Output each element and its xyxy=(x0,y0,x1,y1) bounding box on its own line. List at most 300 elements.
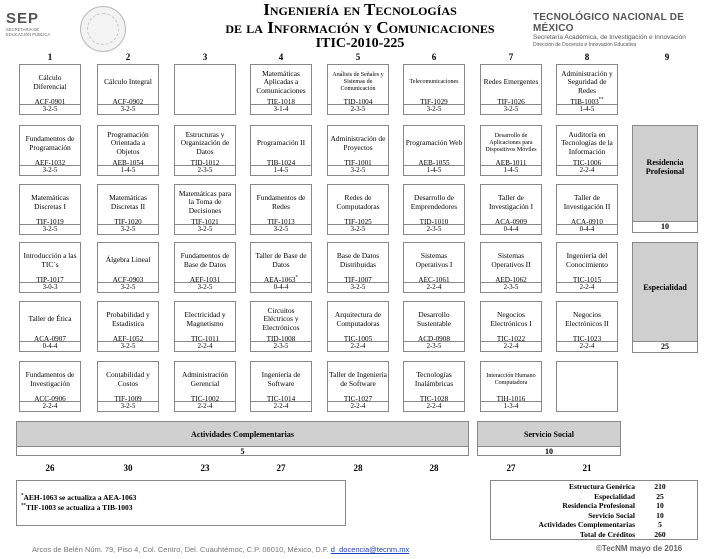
course-code-text: AEF-1031 xyxy=(189,276,221,284)
course-name xyxy=(99,304,157,335)
course-code-text: TIF-1009 xyxy=(114,395,142,403)
course-name-text: Matemáticas Aplicadas a Comunicaciones xyxy=(256,69,306,95)
course-credits: 1-3-4 xyxy=(481,401,541,411)
course-credits: 3-2-5 xyxy=(481,104,541,114)
semester-number: 2 xyxy=(125,52,131,62)
course-name xyxy=(329,187,387,218)
course-code-text: TIF-1021 xyxy=(191,218,219,226)
course-code-text: TIF-1026 xyxy=(497,98,525,106)
course-credits: 2-2-4 xyxy=(404,282,464,292)
course-code-text: TIC-1027 xyxy=(343,395,373,403)
course-name-text: Estructuras y Organización de Datos xyxy=(180,130,230,156)
especialidad-block xyxy=(632,242,698,353)
course-name-text: Taller de Investigación II xyxy=(563,193,611,211)
course-name-text: Programación II xyxy=(256,138,306,148)
course-code-text: TIB-1024 xyxy=(266,159,296,167)
course-code-text: TIC-1006 xyxy=(572,159,602,167)
course-name xyxy=(558,187,616,218)
course-name xyxy=(558,245,616,276)
course-code-text: AEB-1054 xyxy=(112,159,144,167)
course-name-text: Álgebra Lineal xyxy=(105,255,151,265)
course-code-text: TIC-1028 xyxy=(419,395,449,403)
course-name-text: Circuitos Eléctricos y Electrónicos xyxy=(262,306,300,332)
note-2-text: TIF-1003 se actualiza a TIB-1003 xyxy=(26,503,133,512)
course-credits: 0-4-4 xyxy=(481,224,541,234)
semester-number: 8 xyxy=(584,52,590,62)
course-code-text: AEF-1032 xyxy=(34,159,66,167)
note-1 xyxy=(21,493,136,502)
course-name xyxy=(21,128,79,159)
tecnm-logo xyxy=(533,12,713,49)
course-name-text: Telecomunicaciones xyxy=(409,79,459,85)
course-credits: 2-2-4 xyxy=(557,282,617,292)
course-name-text: Análisis de Señales y Sistemas de Comunicación xyxy=(332,72,384,92)
course-credits: 2-2-4 xyxy=(251,401,311,411)
course-cell xyxy=(403,184,465,235)
course-cell xyxy=(97,184,159,235)
course-code-text: TIP-1017 xyxy=(36,276,64,284)
course-name-text: Taller de Investigación I xyxy=(488,193,534,211)
course-cell xyxy=(174,361,236,412)
course-name-text: Programación Orientada a Objetos xyxy=(107,130,149,156)
course-code-text: AEF-1052 xyxy=(112,335,144,343)
course-cell xyxy=(327,184,389,235)
course-name-text: Redes de Computadoras xyxy=(336,193,380,211)
semester-credit-total: 26 xyxy=(45,463,55,473)
course-name xyxy=(482,245,540,276)
summary-label: Estructura Genérica xyxy=(568,482,635,491)
course-code-text: TIC-1015 xyxy=(572,276,602,284)
semester-number: 6 xyxy=(431,52,437,62)
summary-label: Servicio Social xyxy=(588,510,635,520)
course-cell xyxy=(19,125,81,176)
course-code-text: AEC-1061 xyxy=(418,276,450,284)
course-name-text: Taller de Ética xyxy=(28,314,72,324)
course-credits: 3-2-5 xyxy=(98,282,158,292)
especialidad-credits: 25 xyxy=(633,341,697,352)
course-name-text: Ingeniería de Software xyxy=(261,370,301,388)
summary-value: 10 xyxy=(656,510,664,520)
course-name xyxy=(252,67,310,98)
course-credits: 2-2-4 xyxy=(175,341,235,351)
course-cell xyxy=(250,242,312,293)
course-code-text: AED-1062 xyxy=(495,276,527,284)
servicio-social-credits: 10 xyxy=(477,446,621,456)
course-name xyxy=(176,304,234,335)
course-cell xyxy=(250,361,312,412)
course-code-text: TID-1008 xyxy=(266,335,296,343)
sep-logo xyxy=(6,10,66,46)
course-name xyxy=(482,128,540,159)
course-name xyxy=(176,245,234,276)
course-code-text: TIF-1007 xyxy=(344,276,372,284)
course-cell xyxy=(556,242,618,293)
servicio-social-bar xyxy=(477,421,621,447)
course-name-text: Administración y Seguridad de Redes xyxy=(561,69,613,95)
course-name xyxy=(176,187,234,218)
course-name-text: Introducción a las TIC´s xyxy=(23,251,77,269)
course-name xyxy=(252,128,310,159)
course-cell xyxy=(480,125,542,176)
course-cell xyxy=(480,361,542,412)
course-cell xyxy=(556,184,618,235)
course-code-text: AEB-1055 xyxy=(418,159,450,167)
summary-row xyxy=(491,501,699,510)
course-name-text: Sistemas Operativos I xyxy=(415,251,453,269)
course-name-text: Taller de Base de Datos xyxy=(255,251,307,269)
course-cell xyxy=(250,301,312,352)
summary-row xyxy=(491,492,699,501)
course-credits: 3-2-5 xyxy=(175,282,235,292)
course-name xyxy=(21,364,79,395)
course-cell xyxy=(97,64,159,115)
note-1-text: AEH-1063 se actualiza a AEA-1063 xyxy=(23,493,137,502)
course-name xyxy=(99,364,157,395)
course-cell xyxy=(174,242,236,293)
course-code-text: ACA-0909 xyxy=(495,218,527,226)
summary-label: Actividades Complementarias xyxy=(538,520,635,529)
course-name xyxy=(21,304,79,335)
residencia-profesional-credits: 10 xyxy=(633,221,697,232)
summary-row xyxy=(491,530,699,539)
course-code-text: TIF-1019 xyxy=(36,218,64,226)
course-code-text: ACF-0903 xyxy=(112,276,144,284)
notes-box xyxy=(16,480,346,526)
course-credits: 3-2-5 xyxy=(98,104,158,114)
course-cell xyxy=(19,184,81,235)
course-name xyxy=(405,304,463,335)
course-cell xyxy=(250,184,312,235)
servicio-social-label: Servicio Social xyxy=(524,430,574,439)
course-code-text: TIF-1001 xyxy=(344,159,372,167)
course-credits: 3-2-5 xyxy=(20,224,80,234)
footer-address-text: Arcos de Belén Núm. 79, Piso 4, Col. Centro, Del. Cuauhtémoc, C.P. 06010, México, D.F. xyxy=(32,545,329,554)
course-credits: 2-2-4 xyxy=(20,401,80,411)
course-cell xyxy=(327,125,389,176)
course-credits: 1-4-5 xyxy=(404,165,464,175)
course-code-text: TID-1010 xyxy=(419,218,449,226)
course-credits: 2-2-4 xyxy=(557,341,617,351)
course-code-text: TIF-1013 xyxy=(267,218,295,226)
course-cell xyxy=(327,361,389,412)
course-credits: 2-3-5 xyxy=(404,224,464,234)
course-name-text: Taller de Ingeniería de Software xyxy=(329,370,387,388)
actividades-complementarias-bar xyxy=(16,421,469,447)
course-name xyxy=(99,128,157,159)
course-name xyxy=(99,187,157,218)
course-name xyxy=(558,304,616,335)
course-credits: 3-2-5 xyxy=(98,341,158,351)
course-credits: 3-2-5 xyxy=(175,224,235,234)
course-credits: 2-2-4 xyxy=(328,341,388,351)
course-name xyxy=(558,128,616,159)
course-name-text: Arquitectura de Computadoras xyxy=(334,310,382,328)
course-code-text: ACC-0906 xyxy=(34,395,66,403)
summary-label: Especialidad xyxy=(594,491,635,501)
course-code-text: AEA-1063 xyxy=(263,276,296,284)
tecnm-secretaria: Secretaría Académica, de Investigación e Innovación xyxy=(533,34,686,41)
course-name xyxy=(405,67,463,98)
course-name-text: Interacción Humano Computadora xyxy=(486,372,536,386)
credit-summary xyxy=(490,480,698,540)
course-name-text: Redes Emergentes xyxy=(483,77,539,87)
course-credits: 0-4-4 xyxy=(20,341,80,351)
semester-number: 1 xyxy=(47,52,53,62)
course-name xyxy=(252,304,310,335)
empty-course-cell xyxy=(174,64,236,115)
course-credits: 1-4-5 xyxy=(481,165,541,175)
course-credits: 2-3-5 xyxy=(251,341,311,351)
course-name xyxy=(252,245,310,276)
course-credits: 3-2-5 xyxy=(20,165,80,175)
course-cell xyxy=(19,242,81,293)
course-name-text: Probabilidad y Estadística xyxy=(106,310,150,328)
empty-course-cell xyxy=(556,361,618,412)
course-credits: 2-3-5 xyxy=(328,104,388,114)
course-cell xyxy=(403,64,465,115)
course-name-text: Fundamentos de Base de Datos xyxy=(180,251,230,269)
summary-row xyxy=(491,511,699,520)
especialidad-label: Especialidad xyxy=(643,283,687,292)
course-name xyxy=(405,364,463,395)
course-credits: 3-2-5 xyxy=(20,104,80,114)
course-cell xyxy=(174,184,236,235)
tecnm-name: TECNOLÓGICO NACIONAL DE MÉXICO xyxy=(533,12,685,34)
course-cell xyxy=(403,125,465,176)
course-credits: 3-2-5 xyxy=(98,224,158,234)
course-name-text: Base de Datos Distribuidas xyxy=(336,251,380,269)
program-title-line1: Ingeniería en Tecnologías xyxy=(263,0,457,19)
course-cell xyxy=(327,64,389,115)
course-cell xyxy=(403,301,465,352)
course-name xyxy=(329,364,387,395)
course-cell xyxy=(174,125,236,176)
course-cell xyxy=(556,301,618,352)
course-name-text: Fundamentos de Redes xyxy=(256,193,306,211)
course-credits: 3-2-5 xyxy=(251,224,311,234)
course-name-text: Desarrollo de Aplicaciones para Dispositivos Móviles xyxy=(485,133,537,153)
semester-credit-total: 30 xyxy=(123,463,133,473)
course-name xyxy=(21,245,79,276)
course-code-footnote-mark: ** xyxy=(598,97,604,103)
course-name-text: Administración de Proyectos xyxy=(330,134,386,152)
course-code-text: TIB-1003 xyxy=(570,98,599,106)
course-credits: 0-4-4 xyxy=(251,282,311,292)
course-code-text: TIC-1005 xyxy=(343,335,373,343)
course-cell xyxy=(556,125,618,176)
course-cell xyxy=(480,301,542,352)
course-credits: 3-2-5 xyxy=(328,224,388,234)
course-credits: 2-3-5 xyxy=(481,282,541,292)
course-name xyxy=(482,304,540,335)
course-name xyxy=(482,187,540,218)
course-credits: 2-2-4 xyxy=(175,401,235,411)
course-cell xyxy=(19,64,81,115)
course-credits: 2-2-4 xyxy=(557,165,617,175)
course-credits: 1-4-5 xyxy=(557,104,617,114)
course-credits: 3-0-3 xyxy=(20,282,80,292)
course-name-text: Matemáticas para la Toma de Decisiones xyxy=(178,189,232,215)
course-cell xyxy=(480,64,542,115)
course-code-text: AEB-1011 xyxy=(495,159,527,167)
footer-email-link[interactable]: d_docencia@tecnm.mx xyxy=(330,545,410,554)
course-code-text: TIC-1014 xyxy=(266,395,296,403)
semester-credit-total: 28 xyxy=(429,463,439,473)
tecnm-direccion: Dirección de Docencia e Innovación Educativa xyxy=(533,42,637,48)
footer-address xyxy=(32,545,409,554)
course-cell xyxy=(97,125,159,176)
semester-number: 3 xyxy=(202,52,208,62)
sep-logo-sub1: SECRETARÍA DE xyxy=(6,27,40,32)
course-credits: 2-3-5 xyxy=(175,165,235,175)
course-name xyxy=(329,245,387,276)
course-credits: 1-4-5 xyxy=(98,165,158,175)
course-code-text: TIE-1018 xyxy=(267,98,295,106)
course-name xyxy=(482,67,540,98)
course-credits: 2-3-5 xyxy=(404,341,464,351)
course-cell xyxy=(97,242,159,293)
semester-credit-total: 27 xyxy=(506,463,516,473)
course-name xyxy=(405,128,463,159)
course-name-text: Tecnologías Inalámbricas xyxy=(414,370,454,388)
course-credits: 2-2-4 xyxy=(404,401,464,411)
course-name-text: Contabilidad y Costos xyxy=(106,370,150,388)
summary-row xyxy=(491,482,699,491)
program-key: ITIC-2010-225 xyxy=(315,36,405,51)
summary-label: Residencia Profesional xyxy=(562,501,635,510)
course-name-text: Negocios Electrónicos II xyxy=(565,310,609,328)
semester-number: 5 xyxy=(355,52,361,62)
course-code-text: TIC-1023 xyxy=(572,335,602,343)
course-code-text: ACA-0910 xyxy=(571,218,603,226)
note-2 xyxy=(21,503,133,512)
course-cell xyxy=(19,301,81,352)
course-name-text: Negocios Electrónicos I xyxy=(490,310,532,328)
course-cell xyxy=(403,361,465,412)
course-name xyxy=(329,128,387,159)
course-credits: 2-2-4 xyxy=(328,401,388,411)
course-name-text: Cálculo Integral xyxy=(104,77,152,87)
semester-number: 9 xyxy=(664,52,670,62)
program-title-line2: de la Información y Comunicaciones xyxy=(225,18,495,37)
course-code-text: TIF-1025 xyxy=(344,218,372,226)
semester-credit-total: 27 xyxy=(276,463,286,473)
course-name-text: Administración Gerencial xyxy=(182,370,228,388)
course-code-text: ACF-0902 xyxy=(112,98,144,106)
summary-value: 5 xyxy=(658,520,662,529)
summary-row xyxy=(491,520,699,529)
course-name xyxy=(99,67,157,98)
course-code-text: TIF-1029 xyxy=(420,98,448,106)
course-code-text: TIC-1011 xyxy=(190,335,220,343)
note-1-mark: * xyxy=(21,493,24,499)
course-code-text: TIH-1016 xyxy=(496,395,526,403)
course-name xyxy=(405,245,463,276)
course-name xyxy=(558,67,616,98)
course-cell xyxy=(403,242,465,293)
course-code-text: ACA-0907 xyxy=(34,335,66,343)
course-credits: 3-2-5 xyxy=(328,165,388,175)
course-name-text: Desarrollo de Emprendedores xyxy=(410,193,458,211)
course-cell xyxy=(480,242,542,293)
course-code-text: TID-1004 xyxy=(343,98,373,106)
residencia-profesional-block xyxy=(632,125,698,233)
course-cell xyxy=(97,361,159,412)
sep-logo-sub2: EDUCACIÓN PÚBLICA xyxy=(6,32,51,37)
summary-value: 260 xyxy=(654,529,666,539)
course-cell xyxy=(327,301,389,352)
course-name xyxy=(252,187,310,218)
course-name xyxy=(252,364,310,395)
course-cell xyxy=(174,301,236,352)
course-name xyxy=(482,364,540,395)
course-cell xyxy=(327,242,389,293)
course-name xyxy=(405,187,463,218)
summary-label: Total de Créditos xyxy=(579,529,635,539)
course-name xyxy=(329,304,387,335)
summary-value: 25 xyxy=(656,491,664,501)
semester-number: 4 xyxy=(278,52,284,62)
course-code-text: TID-1012 xyxy=(190,159,220,167)
course-name-text: Sistemas Operativos II xyxy=(491,251,531,269)
course-name xyxy=(21,187,79,218)
course-credits: 3-2-5 xyxy=(98,401,158,411)
footer-date: ©TecNM mayo de 2016 xyxy=(596,544,683,553)
course-cell xyxy=(556,64,618,115)
course-credits: 0-4-4 xyxy=(557,224,617,234)
course-code-text: TIF-1020 xyxy=(114,218,142,226)
note-2-mark: ** xyxy=(21,503,26,509)
sep-logo-text: SEP xyxy=(6,10,40,27)
course-name xyxy=(21,67,79,98)
course-name-text: Auditoría en Tecnologías de la Información xyxy=(561,130,613,156)
course-credits: 1-4-5 xyxy=(251,165,311,175)
course-name-text: Matemáticas Discretas I xyxy=(31,193,69,211)
course-credits: 2-2-4 xyxy=(481,341,541,351)
course-name xyxy=(329,67,387,98)
national-seal-icon xyxy=(80,6,126,52)
course-name-text: Fundamentos de Programación xyxy=(25,134,75,152)
course-cell xyxy=(97,301,159,352)
course-credits: 3-1-4 xyxy=(251,104,311,114)
course-credits: 3-2-5 xyxy=(404,104,464,114)
summary-value: 210 xyxy=(654,482,666,491)
course-credits: 3-2-5 xyxy=(328,282,388,292)
course-name xyxy=(176,128,234,159)
course-code-footnote-mark: * xyxy=(295,275,299,281)
course-name xyxy=(176,364,234,395)
course-cell xyxy=(480,184,542,235)
course-cell xyxy=(19,361,81,412)
course-code-text: TIC-1022 xyxy=(496,335,526,343)
course-name-text: Matemáticas Discretas II xyxy=(109,193,147,211)
actividades-complementarias-credits: 5 xyxy=(16,446,469,456)
semester-credit-total: 21 xyxy=(582,463,592,473)
course-name-text: Cálculo Diferencial xyxy=(33,73,67,91)
course-name xyxy=(99,245,157,276)
semester-credit-total: 28 xyxy=(353,463,363,473)
course-code-text: ACD-0908 xyxy=(418,335,450,343)
semester-credit-total: 23 xyxy=(200,463,210,473)
residencia-profesional-label: Residencia Profesional xyxy=(645,158,685,176)
course-name-text: Ingeniería del Conocimiento xyxy=(566,251,608,269)
course-name-text: Programación Web xyxy=(405,138,463,148)
course-name-text: Fundamentos de Investigación xyxy=(25,370,75,388)
course-name-text: Electricidad y Magnetismo xyxy=(184,310,226,328)
course-cell xyxy=(250,64,312,115)
course-name-text: Desarrollo Sustentable xyxy=(416,310,452,328)
course-cell xyxy=(250,125,312,176)
